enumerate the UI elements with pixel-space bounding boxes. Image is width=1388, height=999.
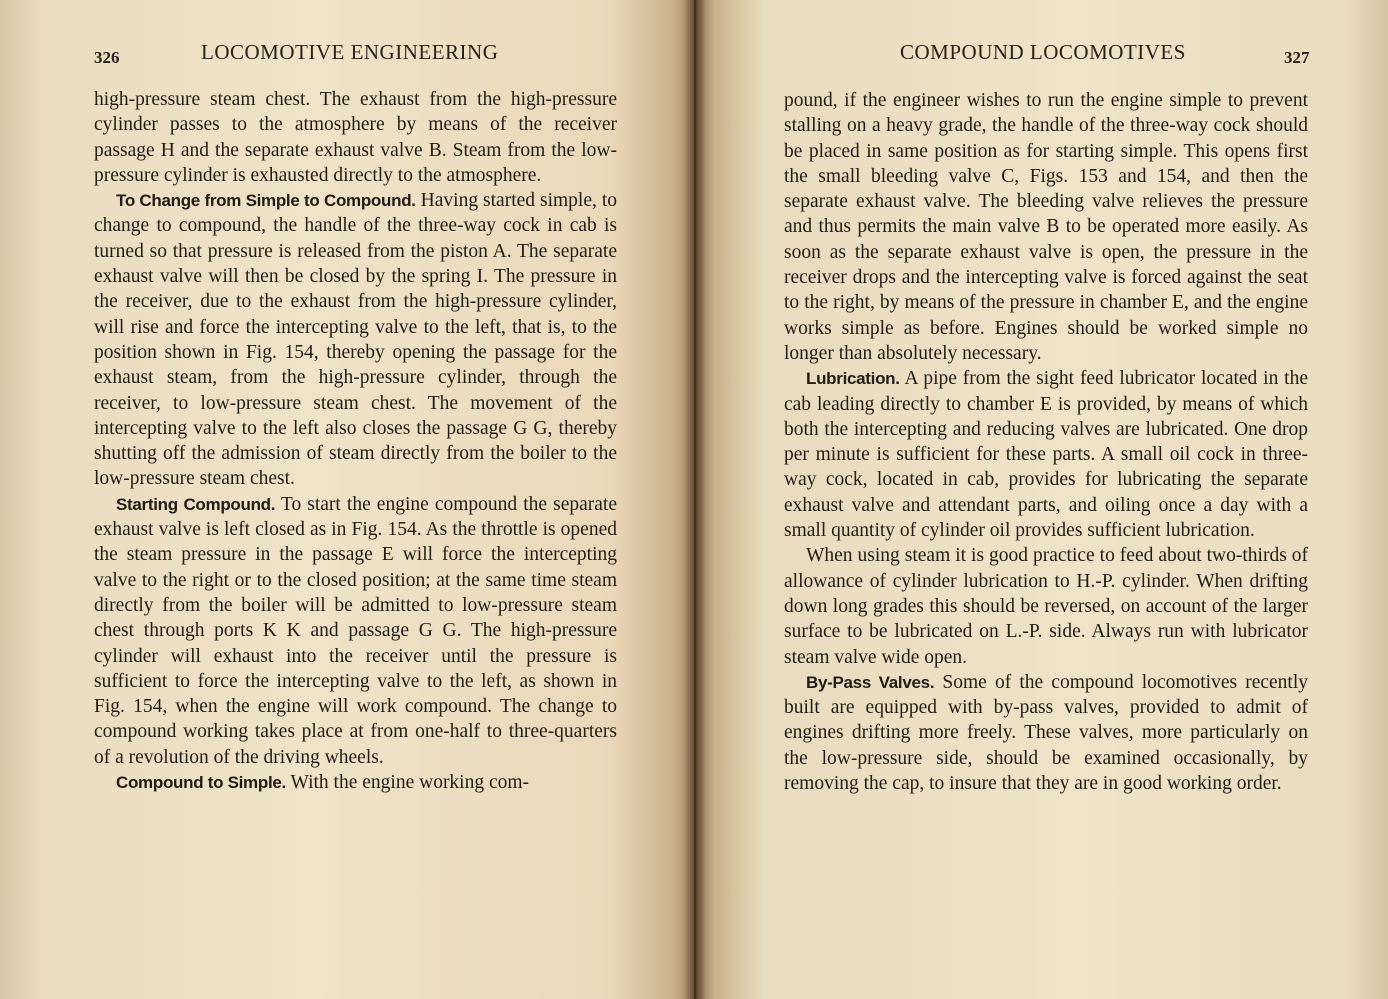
left-paragraph-2-heading: To Change from Simple to Compound. — [116, 191, 416, 211]
right-paragraph-3 — [784, 543, 1308, 669]
left-running-header: LOCOMOTIVE ENGINEERING — [201, 40, 499, 64]
right-paragraph-1 — [784, 88, 1308, 366]
right-paragraph-2-text: A pipe from the sight feed lubricator located in the cab leading directly to chamber E is provided, by means of which both the intercepting and reducing valves are lubricated. One drop per minute is sufficient for these parts. A small oil cock in three-way cock, located in cab, provides for lubricating the separate exhaust valve and attendant parts, and oiling once a day with a small quantity of cylinder oil provides sufficient lubrication. — [784, 368, 1308, 542]
left-paragraph-3 — [94, 492, 617, 770]
left-page-number: 326 — [94, 48, 120, 67]
right-paragraph-1-text: pound, if the engineer wishes to run the engine simple to prevent stalling on a heavy grade, the handle of the three-way cock should be placed in same position as for starting simple. This opens first the small bleeding valve C, Figs. 153 and 154, and then the separate exhaust valve. The bleeding valve relieves the pressure and thus permits the main valve B to be operated more easily. As soon as the separate exhaust valve is open, the pressure in the receiver drops and the intercepting valve is forced against the seat to the right, by means of the pressure in chamber E, and the engine works simple as before. Engines should be worked simple no longer than absolutely necessary. — [784, 90, 1308, 364]
left-paragraph-2-text: Having started simple, to change to compound, the handle of the three-way cock in cab is turned so that pressure is released from the piston A. The separate exhaust valve will then be closed by the spring I. The pressure in the receiver, due to the exhaust from the high-pressure cylinder, will rise and force the intercepting valve to the left, that is, to the position shown in Fig. 154, thereby opening the passage for the exhaust steam, from the high-pressure cylinder, through the receiver, to low-pressure steam chest. The movement of the intercepting valve to the left also closes the passage G G, thereby shutting off the admission of steam directly from the boiler to the low-pressure steam chest. — [94, 190, 617, 490]
right-page-body — [784, 88, 1308, 796]
left-paragraph-4 — [94, 770, 617, 795]
right-page — [694, 0, 1388, 999]
right-running-header: COMPOUND LOCOMOTIVES — [900, 40, 1186, 64]
left-paragraph-4-heading: Compound to Simple. — [116, 773, 286, 793]
left-paragraph-2 — [94, 188, 617, 492]
right-paragraph-2 — [784, 366, 1308, 543]
book-gutter-shadow — [684, 0, 706, 999]
left-paragraph-1-text: high-pressure steam chest. The exhaust from the high-pressure cylinder passes to the atmosphere by means of the receiver passage H and the separate exhaust valve B. Steam from the low-pressure cylinder is exhausted directly to the atmosphere. — [94, 89, 617, 186]
left-paragraph-3-heading: Starting Compound. — [116, 494, 276, 514]
right-paragraph-4 — [784, 670, 1308, 796]
left-paragraph-3-text: To start the engine compound the separate exhaust valve is left closed as in Fig. 154. As the throttle is opened the steam pressure in the passage E will force the intercepting valve to the right or to the closed position; at the same time steam directly from the boiler will be admitted to low-pressure steam chest through ports K K and passage G G. The high-pressure cylinder will exhaust into the receiver until the pressure is sufficient to force the intercepting valve to the left, as shown in Fig. 154, when the engine will work compound. The change to compound working takes place at from one-half to three-quarters of a revolution of the driving wheels. — [94, 493, 618, 768]
right-paragraph-3-text: When using steam it is good practice to feed about two-thirds of allowance of cylinder lubrication to H.-P. cylinder. When drifting down long grades this should be reversed, on account of the larger surface to be lubricated on L.-P. side. Always run with lubricator steam valve wide open. — [784, 545, 1308, 668]
left-paragraph-4-text: With the engine working com- — [285, 772, 530, 794]
right-paragraph-4-heading: By-Pass Valves. — [806, 672, 935, 692]
right-page-number: 327 — [1284, 48, 1310, 67]
left-page-body — [94, 87, 617, 795]
right-paragraph-4-text: Some of the compound locomotives recently built are equipped with by-pass valves, provided to admit of engines drifting more freely. These valves, more particularly on the low-pressure side, should be examined occasionally, by removing the cap, to insure that they are in good working order. — [784, 671, 1309, 795]
right-paragraph-2-heading: Lubrication. — [806, 369, 900, 389]
left-paragraph-1 — [94, 87, 617, 188]
